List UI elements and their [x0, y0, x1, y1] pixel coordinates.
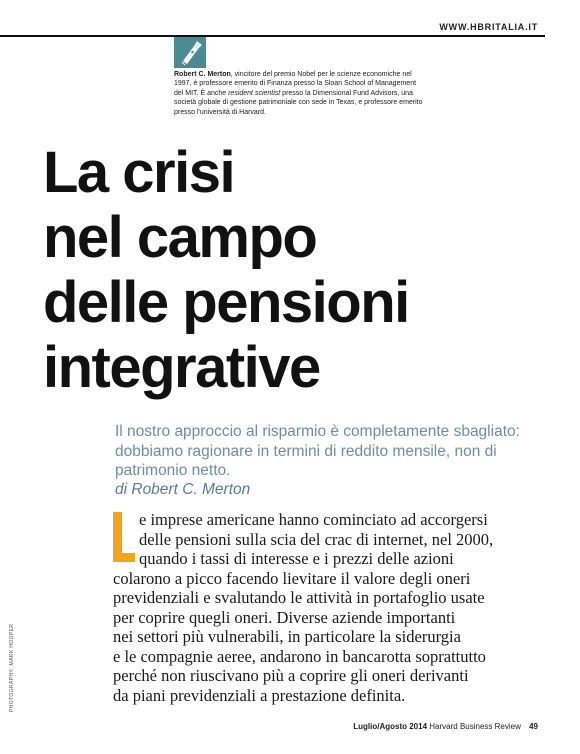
article-byline: di Robert C. Merton	[115, 481, 251, 498]
page-number: 49	[529, 722, 538, 731]
author-bio	[174, 70, 426, 117]
footer-issue: Luglio/Agosto 2014	[353, 722, 428, 731]
headline-line: integrative	[43, 335, 320, 400]
page-footer	[353, 722, 538, 731]
article-body	[113, 510, 543, 705]
author-bio-text-1: , vincitore del premio Nobel per le scienze economiche nel 1997, è professore emerito di Finanza presso la Sloan School of Management del MIT. È anche	[174, 71, 417, 97]
site-url: WWW.HBRITALIA.IT	[439, 22, 538, 32]
body-line: perché non riuscivano più a coprire gli oneri derivanti	[113, 666, 469, 685]
body-line: nei settori più vulnerabili, in particolare la siderurgia	[113, 627, 461, 646]
footer-magazine: Harvard Business Review	[429, 722, 521, 731]
headline-line: delle pensioni	[43, 270, 409, 335]
author-name: Robert C. Merton	[174, 71, 231, 78]
photo-credit: PHOTOGRAPHY: MARK HOOPER	[9, 623, 15, 712]
body-line: da piani previdenziali a prestazione definita.	[113, 685, 406, 705]
body-line: quando i tassi di interesse e i prezzi delle azioni	[139, 549, 454, 568]
body-line: e imprese americane hanno cominciato ad accorgersi	[139, 510, 488, 529]
article-subtitle: Il nostro approccio al risparmio è completamente sbagliato: dobbiamo ragionare in termini di reddito mensile, non di patrimonio netto.	[115, 423, 520, 479]
author-bio-text-2: presso la Dimensional Fund Advisors, una società globale di gestione patrimoniale con sede in Texas, e professore emerito presso l'università di Harvard.	[174, 89, 423, 116]
article-headline	[43, 140, 409, 400]
headline-line: nel campo	[43, 205, 317, 270]
body-line: previdenziali e svalutando le attività in portafoglio usate	[113, 588, 485, 607]
body-line: colarono a picco facendo lievitare il valore degli oneri	[113, 568, 471, 588]
fountain-pen-icon	[174, 37, 206, 68]
author-bio-role: resident scientist	[228, 89, 281, 97]
body-line: delle pensioni sulla scia del crac di internet, nel 2000,	[139, 529, 494, 549]
body-line: per coprire quegli oneri. Diverse aziende importanti	[113, 607, 456, 627]
headline-line: La crisi	[43, 140, 235, 205]
body-line: e le compagnie aeree, andarono in bancarotta soprattutto	[113, 646, 486, 666]
top-rule	[0, 35, 545, 37]
